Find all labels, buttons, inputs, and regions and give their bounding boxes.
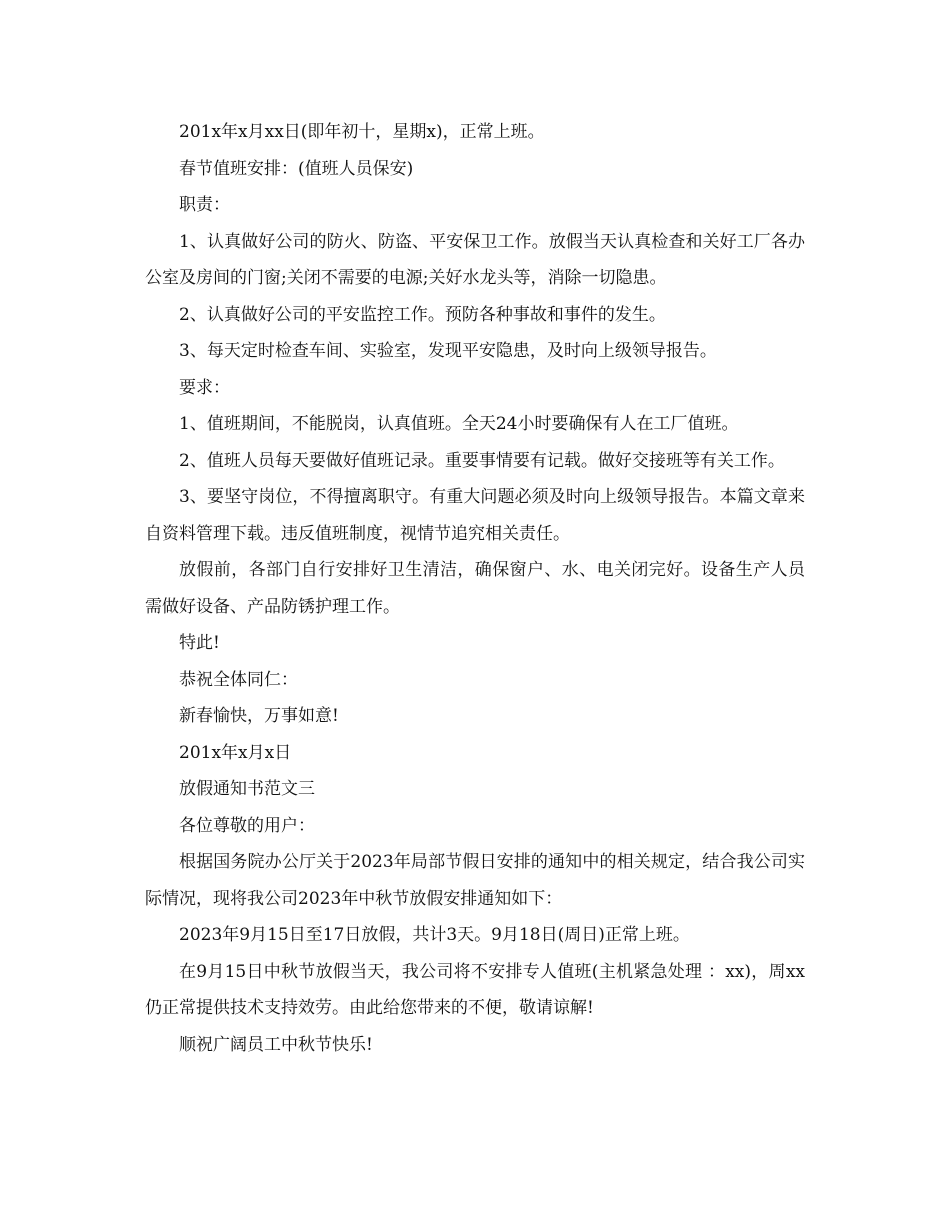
paragraph-policy-basis: 根据国务院办公厅关于2023年局部节假日安排的通知中的相关规定，结合我公司实际情况，现将我公司2023年中秋节放假安排通知如下： [145, 852, 805, 909]
paragraph-closing-wish: 顺祝广阔员工中秋节快乐! [179, 1034, 373, 1055]
paragraph-requirement-3: 3、要坚守岗位，不得擅离职守。有重大问题必须及时向上级领导报告。本篇文章来自资料管理下载。违反值班制度，视情节追究相关责任。 [145, 487, 805, 544]
paragraph-requirements-heading: 要求： [179, 377, 230, 398]
paragraph-support-notice: 在9月15日中秋节放假当天，我公司将不安排专人值班(主机紧急处理 ：xx)，周xx仍正常提供技术支持效劳。由此给您带来的不便，敬请谅解! [145, 961, 805, 1018]
document-body [145, 114, 805, 1063]
paragraph-requirement-1: 1、值班期间，不能脱岗，认真值班。全天24小时要确保有人在工厂值班。 [179, 414, 739, 434]
paragraph-requirement-2: 2、值班人员每天要做好值班记录。重要事情要有记载。做好交接班等有关工作。 [179, 450, 785, 471]
paragraph-duty-arrangement: 春节值班安排：(值班人员保安) [179, 158, 414, 179]
paragraph-return-to-work: 201x年x月xx日(即年初十，星期x)，正常上班。 [179, 122, 545, 142]
paragraph-holiday-dates: 2023年9月15日至17日放假，共计3天。9月18日(周日)正常上班。 [179, 925, 690, 945]
paragraph-responsibility-3: 3、每天定时检查车间、实验室，发现平安隐患，及时向上级领导报告。 [179, 341, 717, 361]
paragraph-section-title: 放假通知书范文三 [179, 779, 315, 799]
paragraph-date: 201x年x月x日 [179, 742, 292, 763]
paragraph-responsibility-1: 1、认真做好公司的防火、防盗、平安保卫工作。放假当天认真检查和关好工厂各办公室及房间的门窗;关闭不需要的电源;关好水龙头等，消除一切隐患。 [145, 231, 805, 288]
paragraph-new-year-wish: 新春愉快，万事如意! [179, 706, 339, 726]
paragraph-responsibilities-heading: 职责： [179, 195, 230, 215]
paragraph-greeting: 恭祝全体同仁： [179, 669, 298, 690]
paragraph-salutation: 各位尊敬的用户： [179, 815, 315, 836]
paragraph-before-holiday: 放假前，各部门自行安排好卫生清洁，确保窗户、水、电关闭完好。设备生产人员需做好设备、产品防锈护理工作。 [145, 560, 805, 617]
paragraph-responsibility-2: 2、认真做好公司的平安监控工作。预防各种事故和事件的发生。 [179, 304, 666, 325]
paragraph-notice-end: 特此! [179, 633, 220, 653]
